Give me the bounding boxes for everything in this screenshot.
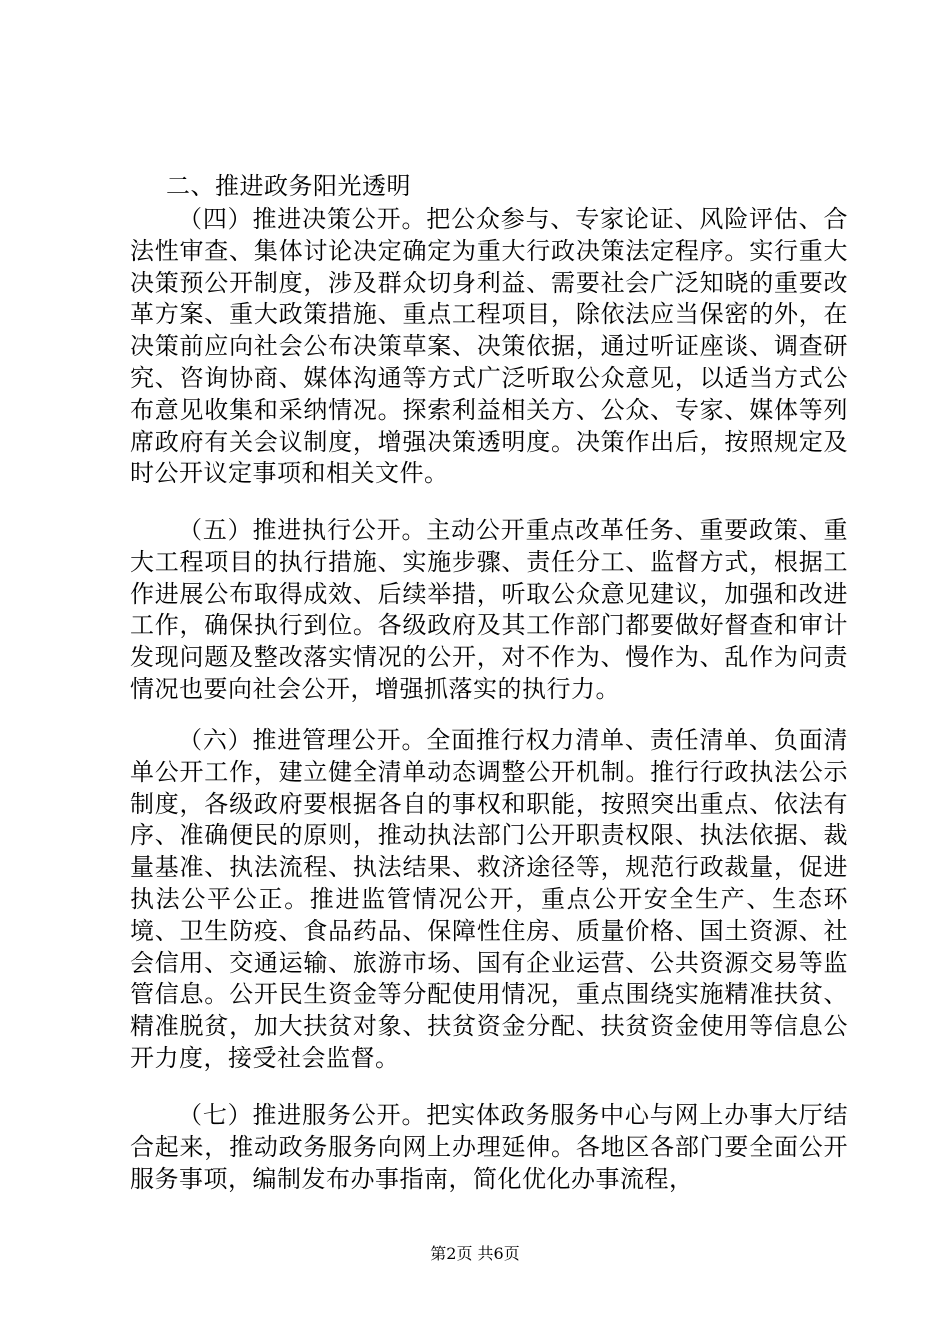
section-heading: 二、推进政务阳光透明 (166, 172, 411, 200)
page-number-footer: 第2页 共6页 (430, 1244, 520, 1263)
paragraph-execution-disclosure: （五）推进执行公开。主动公开重点改革任务、重要政策、重大工程项目的执行措施、实施步骤、责任分工、监督方式，根据工作进展公布取得成效、后续举措，听取公众意见建议，加强和改进工作，确保执行到位。各级政府及其工作部门都要做好督查和审计发现问题及整改落实情况的公开，对不作为、慢作为、乱作为问责情况也要向社会公开，增强抓落实的执行力。 (130, 516, 848, 703)
paragraph-service-disclosure: （七）推进服务公开。把实体政务服务中心与网上办事大厅结合起来，推动政务服务向网上办理延伸。各地区各部门要全面公开服务事项，编制发布办事指南，简化优化办事流程， (130, 1101, 848, 1193)
paragraph-decision-disclosure: （四）推进决策公开。把公众参与、专家论证、风险评估、合法性审查、集体讨论决定确定为重大行政决策法定程序。实行重大决策预公开制度，涉及群众切身利益、需要社会广泛知晓的重要改革方案、重大政策措施、重点工程项目，除依法应当保密的外，在决策前应向社会公布决策草案、决策依据，通过听证座谈、调查研究、咨询协商、媒体沟通等方式广泛听取公众意见，以适当方式公布意见收集和采纳情况。探索利益相关方、公众、专家、媒体等列席政府有关会议制度，增强决策透明度。决策作出后，按照规定及时公开议定事项和相关文件。 (130, 205, 848, 488)
paragraph-management-disclosure: （六）推进管理公开。全面推行权力清单、责任清单、负面清单公开工作，建立健全清单动态调整公开机制。推行行政执法公示制度，各级政府要根据各自的事权和职能，按照突出重点、依法有序、准确便民的原则，推动执法部门公开职责权限、执法依据、裁量基准、执法流程、执法结果、救济途径等，规范行政裁量，促进执法公平公正。推进监管情况公开，重点公开安全生产、生态环境、卫生防疫、食品药品、保障性住房、质量价格、国土资源、社会信用、交通运输、旅游市场、国有企业运营、公共资源交易等监管信息。公开民生资金等分配使用情况，重点围绕实施精准扶贫、精准脱贫，加大扶贫对象、扶贫资金分配、扶贫资金使用等信息公开力度，接受社会监督。 (130, 726, 848, 1072)
